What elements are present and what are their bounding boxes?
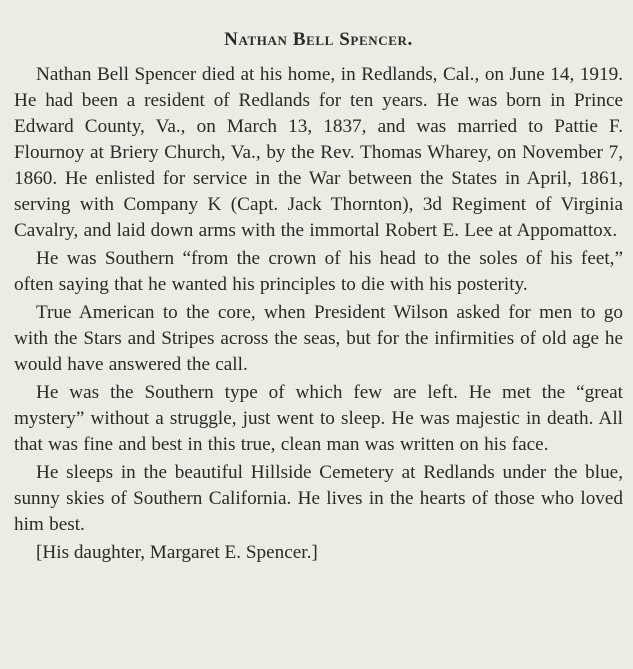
paragraph-character: He was the Southern type of which few are left. He met the “great mystery” without a struggle, just went to sleep. He was majestic in death. All that was fine and best in this true, clean man was written on his face.: [14, 382, 623, 455]
paragraph-american: True American to the core, when President Wilson asked for men to go with the Stars and Stripes across the seas, but for the infirmities of old age he would have answered the call.: [14, 302, 623, 375]
signature-line: [His daughter, Margaret E. Spencer.]: [36, 542, 318, 563]
paragraph-burial: He sleeps in the beautiful Hillside Cemetery at Redlands under the blue, sunny skies of Southern California. He lives in the hearts of those who loved him best.: [14, 462, 623, 535]
paragraph-biography: Nathan Bell Spencer died at his home, in Redlands, Cal., on June 14, 1919. He had been a resident of Redlands for ten years. He was born in Prince Edward County, Va., on March 13, 1837, and was married to Pattie F. Flournoy at Briery Church, Va., by the Rev. Thomas Wharey, on November 7, 1860. He enlisted for service in the War between the States in April, 1861, serving with Company K (Capt. Jack Thornton), 3d Regiment of Virginia Cavalry, and laid down arms with the immortal Robert E. Lee at Appomattox.: [14, 64, 623, 241]
paragraph-southern: He was Southern “from the crown of his head to the soles of his feet,” often saying that he wanted his principles to die with his posterity.: [14, 248, 623, 295]
article-title: Nathan Bell Spencer.: [224, 29, 413, 50]
